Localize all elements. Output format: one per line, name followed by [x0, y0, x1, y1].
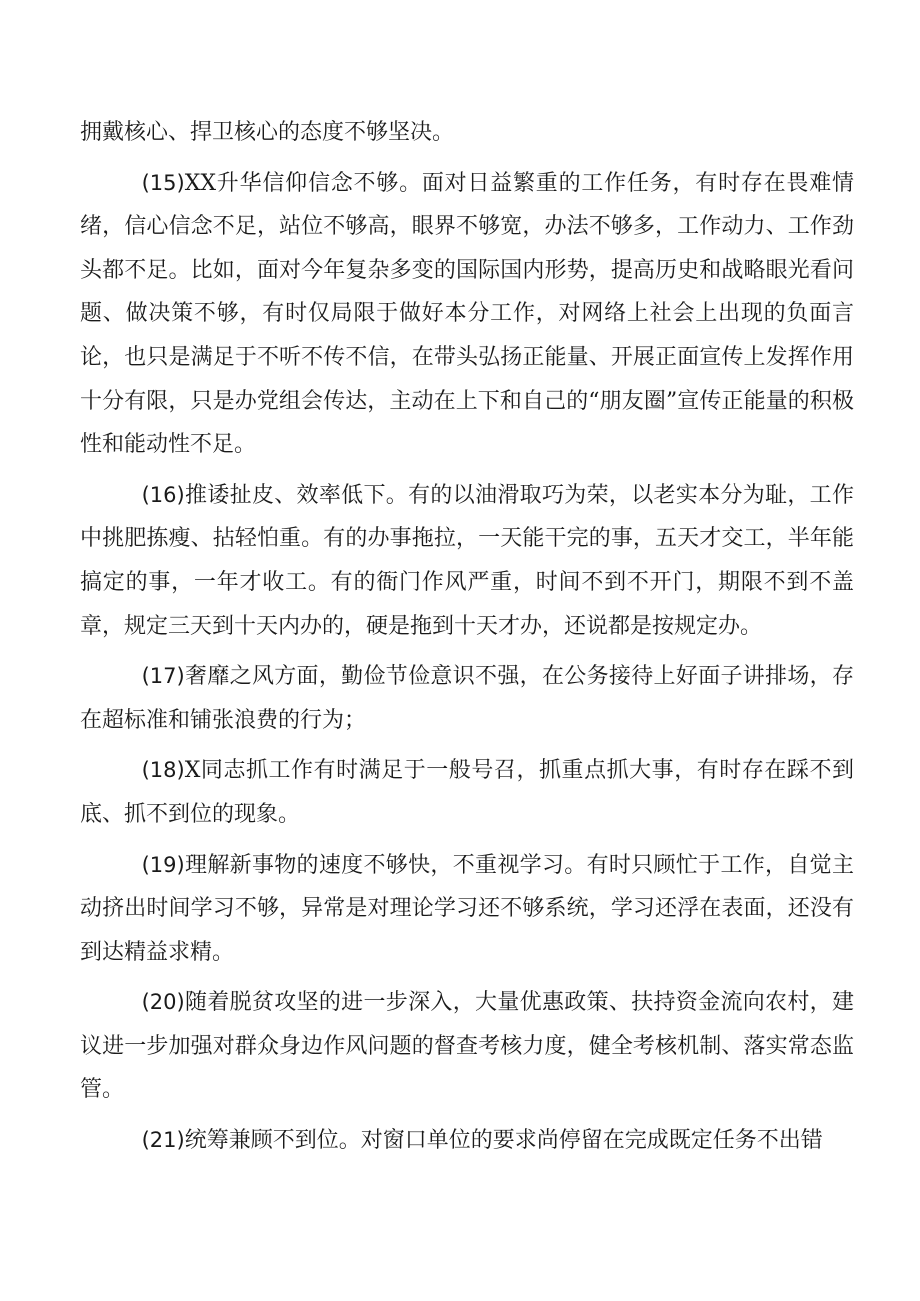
item-number: (17)	[141, 664, 185, 689]
paragraph-item-18	[80, 749, 854, 836]
paragraph-item-21	[80, 1119, 854, 1163]
paragraph-item-15	[80, 162, 854, 467]
item-text: 理解新事物的速度不够快，不重视学习。有时只顾忙于工作，自觉主动挤出时间学习不够，异常是对理论学习还不够系统，学习还浮在表面，还没有到达精益求精。	[80, 852, 854, 965]
paragraph-item-20	[80, 981, 854, 1112]
lead-paragraph: 拥戴核心、捍卫核心的态度不够坚决。	[80, 120, 455, 145]
paragraph-item-16	[80, 474, 854, 648]
item-number: (18)	[141, 758, 185, 783]
item-text: 奢靡之风方面，勤俭节俭意识不强，在公务接待上好面子讲排场，存在超标准和铺张浪费的行为；	[80, 664, 854, 733]
item-text: 随着脱贫攻坚的进一步深入，大量优惠政策、扶持资金流向农村，建议进一步加强对群众身边作风问题的督查考核力度，健全考核机制、落实常态监管。	[80, 990, 854, 1103]
item-text: XX升华信仰信念不够。面对日益繁重的工作任务，有时存在畏难情绪，信心信念不足，站位不够高，眼界不够宽，办法不够多，工作动力、工作劲头都不足。比如，面对今年复杂多变的国际国内形势，提高历史和战略眼光看问题、做决策不够，有时仅局限于做好本分工作，对网络上社会上出现的负面言论，也只是满足于不听不传不信，在带头弘扬正能量、开展正面宣传上发挥作用十分有限，只是办党组会传达，主动在上下和自己的“朋友圈”宣传正能量的积极性和能动性不足。	[80, 170, 854, 458]
document-body	[80, 111, 854, 1163]
item-number: (21)	[141, 1128, 185, 1153]
item-text: X同志抓工作有时满足于一般号召，抓重点抓大事，有时存在踩不到底、抓不到位的现象。	[80, 758, 854, 827]
item-number: (19)	[141, 852, 185, 877]
item-number: (16)	[141, 482, 185, 507]
item-text: 统筹兼顾不到位。对窗口单位的要求尚停留在完成既定任务不出错	[184, 1128, 823, 1154]
item-number: (20)	[141, 990, 185, 1015]
item-number: (15)	[141, 170, 185, 195]
paragraph-item-19	[80, 844, 854, 975]
paragraph-item-17	[80, 655, 854, 742]
item-text: 推诿扯皮、效率低下。有的以油滑取巧为荣，以老实本分为耻，工作中挑肥拣瘦、拈轻怕重。有的办事拖拉，一天能干完的事，五天才交工，半年能搞定的事，一年才收工。有的衙门作风严重，时间不到不开门，期限不到不盖章，规定三天到十天内办的，硬是拖到十天才办，还说都是按规定办。	[80, 482, 854, 639]
